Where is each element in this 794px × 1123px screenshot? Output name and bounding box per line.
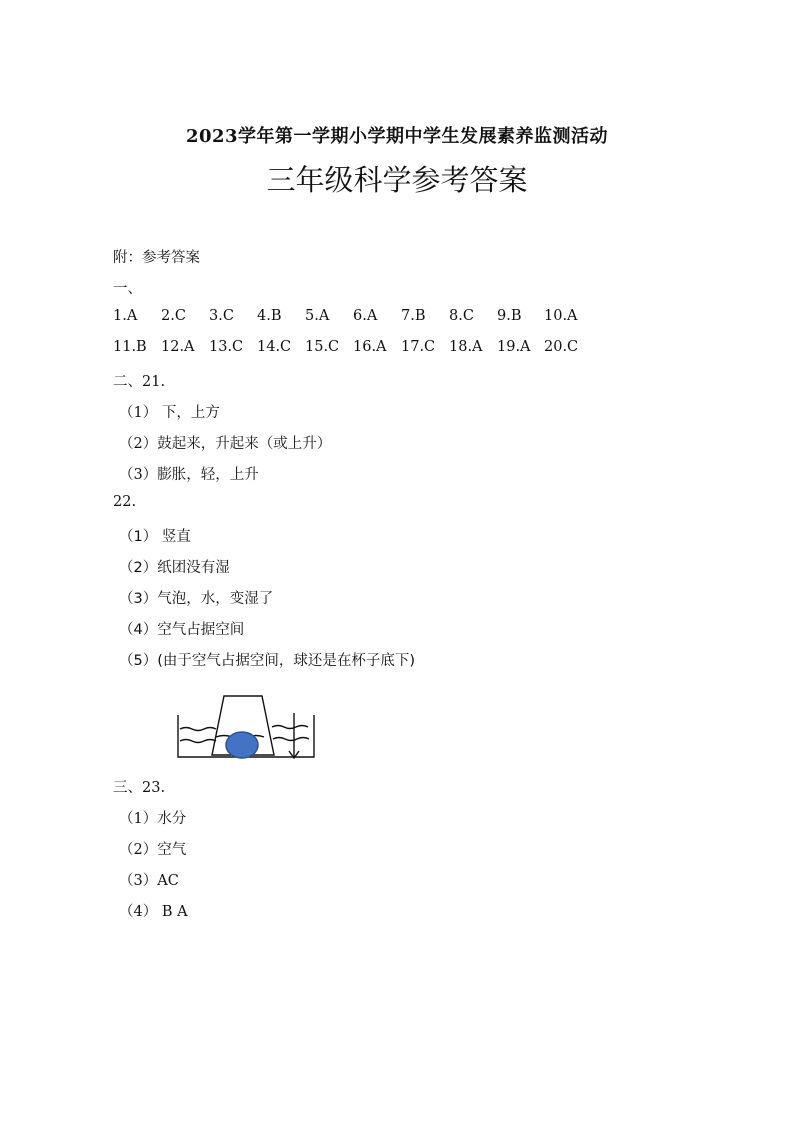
water-wave-left-1: [180, 728, 216, 731]
answer-18: 18.A: [449, 339, 483, 355]
answer-8: 8.C: [449, 308, 474, 324]
answer-10: 10.A: [544, 308, 578, 324]
q23-answer-4: （4） B A: [119, 904, 188, 920]
q23-answer-3: （3）AC: [119, 873, 179, 889]
q21-answer-1: （1） 下，上方: [119, 405, 220, 421]
q22-label: 22.: [113, 494, 137, 510]
document-subtitle: 三年级科学参考答案: [266, 163, 528, 197]
section-3-label: 三、23.: [113, 780, 166, 796]
answer-19: 19.A: [497, 339, 531, 355]
answer-15: 15.C: [305, 339, 340, 355]
answer-7: 7.B: [401, 308, 426, 324]
q21-answer-3: （3）膨胀，轻，上升: [119, 467, 259, 483]
answer-13: 13.C: [209, 339, 244, 355]
water-wave-right-2: [273, 738, 309, 741]
answer-2: 2.C: [161, 308, 186, 324]
section-1-label: 一、: [113, 281, 142, 297]
q22-answer-2: （2）纸团没有湿: [119, 560, 230, 576]
q23-answer-2: （2）空气: [119, 842, 187, 858]
answer-16: 16.A: [353, 339, 387, 355]
q22-answer-3: （3）气泡，水，变湿了: [119, 591, 274, 607]
water-wave-right-1: [272, 726, 308, 729]
section-2-label: 二、21.: [113, 374, 166, 390]
answer-11: 11.B: [113, 339, 147, 355]
answer-17: 17.C: [401, 339, 436, 355]
answer-3: 3.C: [209, 308, 234, 324]
answer-6: 6.A: [353, 308, 378, 324]
ball: [226, 732, 258, 758]
q22-answer-5: （5）(由于空气占据空间，球还是在杯子底下): [119, 653, 416, 669]
q22-answer-4: （4）空气占据空间: [119, 622, 245, 638]
answer-9: 9.B: [497, 308, 522, 324]
answer-1: 1.A: [113, 308, 138, 324]
answer-12: 12.A: [161, 339, 195, 355]
answer-4: 4.B: [257, 308, 282, 324]
answer-14: 14.C: [257, 339, 292, 355]
intro-label: 附：参考答案: [113, 250, 200, 266]
document-title: 2023学年第一学期小学期中学生发展素养监测活动: [185, 126, 609, 147]
q22-answer-1: （1） 竖直: [119, 529, 191, 545]
answer-5: 5.A: [305, 308, 330, 324]
cup-in-water-diagram: [176, 693, 318, 761]
q21-answer-2: （2）鼓起来，升起来（或上升）: [119, 436, 332, 452]
answer-20: 20.C: [544, 339, 579, 355]
q23-answer-1: （1）水分: [119, 811, 187, 827]
water-wave-left-2: [180, 740, 216, 743]
